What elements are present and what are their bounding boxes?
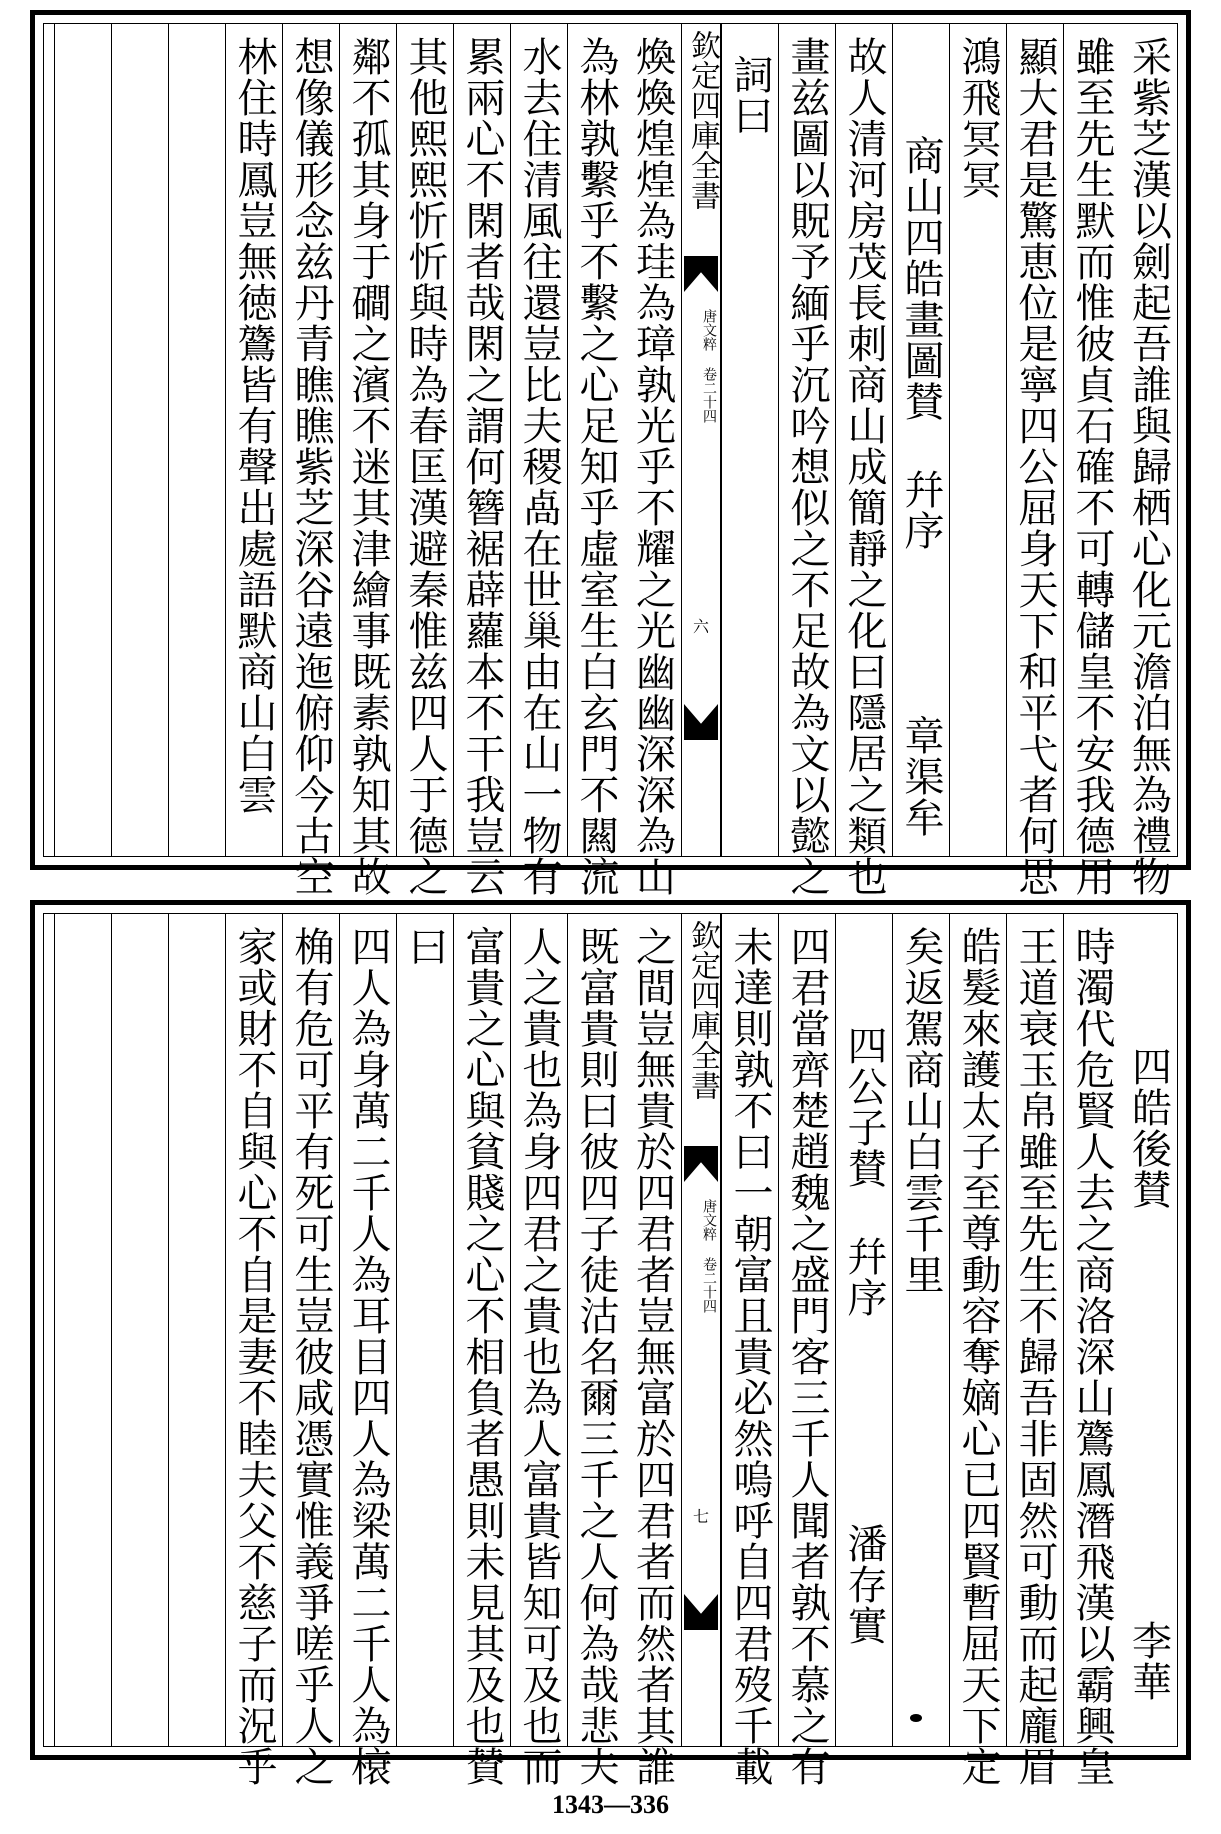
- text-column: 人之貴也為身四君之貴也為人富貴皆知可及也而: [510, 914, 567, 1746]
- text-column: 王道衰玉帛雖至先生不歸吾非固然可動而起龐眉: [1006, 914, 1063, 1746]
- bottom-page-frame: [43, 913, 1178, 1787]
- text-column: 故人清河房茂長刺商山成簡靜之化曰隱居之類也: [835, 24, 892, 856]
- empty-column: [111, 914, 168, 1746]
- text-column: 桷有危可平有死可生豈彼咸憑實惟義爭嗟乎人之: [282, 914, 339, 1746]
- empty-column: [54, 914, 111, 1746]
- page-gutter: [681, 24, 721, 856]
- section-title-column: 四皓後賛 李華: [1125, 964, 1172, 1702]
- gutter-title: 欽定四庫全書: [685, 30, 720, 210]
- gutter-page-number: 七: [692, 1507, 709, 1526]
- text-column: 想像儀形念兹丹青瞧瞧紫芝深谷遠迤俯仰今古空: [282, 24, 339, 856]
- gutter-subtitle: 唐文粹 卷二十四: [701, 1199, 717, 1313]
- fishtail-mark: [684, 1146, 718, 1182]
- text-column: 未達則孰不曰一朝富且貴必然嗚呼自四君歿千載: [721, 914, 778, 1746]
- empty-column: [54, 24, 111, 856]
- text-column: 時濁代危賢人去之商洛深山鷟鳳潛飛漢以霸興皇: [1063, 914, 1120, 1746]
- text-column: 鄰不孤其身于磵之濱不迷其津繪事既素孰知其故: [339, 24, 396, 856]
- top-page: [30, 10, 1191, 897]
- empty-column: [111, 24, 168, 856]
- bottom-page: [30, 900, 1191, 1787]
- text-column: 四人為身萬二千人為耳目四人為梁萬二千人為榱: [339, 914, 396, 1746]
- section-title-column: 四公子賛 幷序 潘存實: [835, 914, 892, 1746]
- text-column: 矣返駕商山白雲千里: [892, 914, 949, 1746]
- text-column: 富貴之心與貧賤之心不相負者愚則未見其及也賛: [453, 914, 510, 1746]
- text-column: 家或財不自與心不自是妻不睦夫父不慈子而況乎: [225, 914, 282, 1746]
- text-column: 四君當齊楚趙魏之盛門客三千人聞者孰不慕之有: [778, 914, 835, 1746]
- fishtail-mark: [684, 256, 718, 292]
- gutter-subtitle: 唐文粹 卷二十四: [701, 309, 717, 423]
- text-column: 鴻飛冥冥: [949, 24, 1006, 856]
- text-column: 其他熙熙忻忻與時為春匡漢避秦惟兹四人于德之: [396, 24, 453, 856]
- fishtail-mark: [684, 704, 718, 740]
- ink-dot: [910, 1714, 922, 1722]
- text-column: 皓髮來護太子至尊動容奪嫡心已四賢暫屈天下定: [949, 914, 1006, 1746]
- text-column: 為林孰繫乎不繫之心足知乎虛室生白玄門不闗流: [567, 24, 624, 856]
- top-page-frame: [43, 23, 1178, 897]
- text-column: 水去住清風往還豈比夫稷卨在世巢由在山一物有: [510, 24, 567, 856]
- gutter-title: 欽定四庫全書: [685, 920, 720, 1100]
- text-column: 之間豈無貴於四君者豈無富於四君者而然者其誰: [629, 926, 676, 1787]
- text-column: 曰: [396, 914, 453, 1746]
- text-column: 詞曰: [721, 24, 778, 856]
- text-column: 林住時鳳豈無徳鷟皆有聲出處語默商山白雲: [225, 24, 282, 856]
- text-column: 既富貴則曰彼四子徒沽名爾三千之人何為哉悲夫: [567, 914, 624, 1746]
- section-title-column: 商山四皓畫圖賛 幷序 章渠牟: [892, 24, 949, 856]
- text-column: 雖至先生默而惟彼貞石確不可轉儲皇不安我德用: [1063, 24, 1120, 856]
- empty-column: [168, 914, 225, 1746]
- page-gutter: [681, 914, 721, 1746]
- text-column: 顯大君是驚恵位是寧四公屈身天下和平弋者何思: [1006, 24, 1063, 856]
- text-column: 采紫芝漢以劍起吾誰與歸栖心化元澹泊無為禮物: [1125, 36, 1172, 897]
- fishtail-mark: [684, 1594, 718, 1630]
- text-column: 畫兹圖以貺予緬乎沉吟想似之不足故為文以懿之: [778, 24, 835, 856]
- text-column: 煥煥煌煌為珪為璋孰光乎不耀之光幽幽深深為山: [629, 36, 676, 897]
- gutter-page-number: 六: [692, 617, 709, 636]
- empty-column: [168, 24, 225, 856]
- page-code: 1343—336: [552, 1790, 669, 1819]
- text-column: 累兩心不閑者哉閑之謂何簪裾薜蘿本不干我豈云: [453, 24, 510, 856]
